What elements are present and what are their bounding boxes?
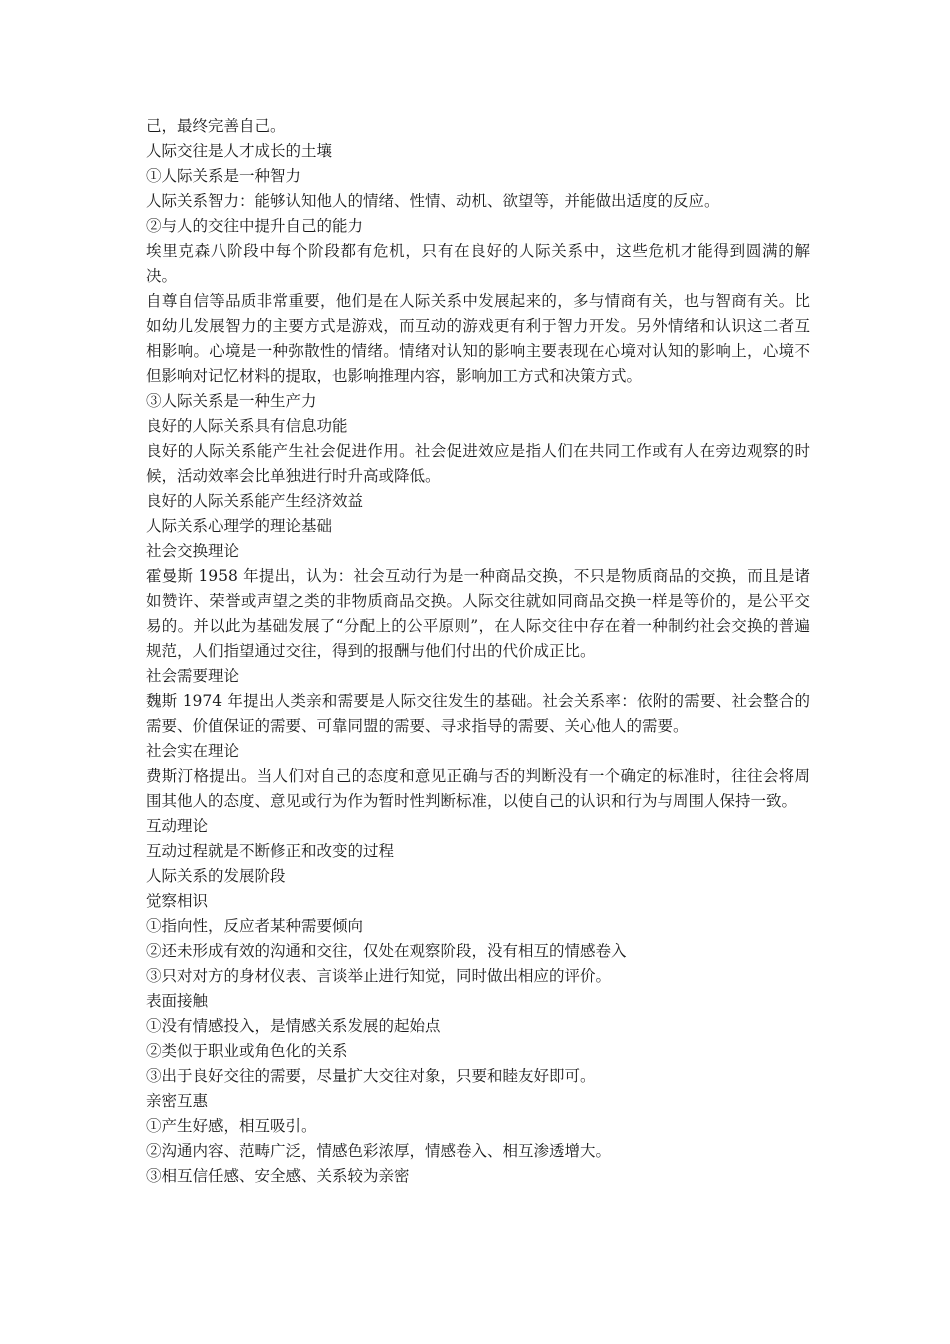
subsection-heading: 社会实在理论 <box>146 742 240 760</box>
list-item: ①没有情感投入，是情感关系发展的起始点 <box>146 1017 441 1035</box>
paragraph: 良好的人际关系能产生经济效益 <box>146 492 364 510</box>
paragraph: 自尊自信等品质非常重要，他们是在人际关系中发展起来的，多与情商有关，也与智商有关。比如幼儿发展智力的主要方式是游戏，而互动的游戏更有利于智力开发。另外情绪和认识这二者互相影响。心境是一种弥散性的情绪。情绪对认知的影响主要表现在心境对认知的影响上，心境不但影响对记忆材料的提取，也影响推理内容，影响加工方式和决策方式。 <box>146 292 810 385</box>
list-item: ③相互信任感、安全感、关系较为亲密 <box>146 1167 410 1185</box>
paragraph: 人际关系智力：能够认知他人的情绪、性情、动机、欲望等，并能做出适度的反应。 <box>146 192 720 210</box>
paragraph: 互动过程就是不断修正和改变的过程 <box>146 842 395 860</box>
paragraph: 良好的人际关系具有信息功能 <box>146 417 348 435</box>
section-heading: 人际关系心理学的理论基础 <box>146 517 333 535</box>
list-item: ②沟通内容、范畴广泛，情感色彩浓厚，情感卷入、相互渗透增大。 <box>146 1142 612 1160</box>
subsection-heading: 觉察相识 <box>146 892 209 910</box>
paragraph: 魏斯 1974 年提出人类亲和需要是人际交往发生的基础。社会关系率：依附的需要、社会整合的需要、价值保证的需要、可靠同盟的需要、寻求指导的需要、关心他人的需要。 <box>146 692 810 735</box>
section-heading: 人际交往是人才成长的土壤 <box>146 142 333 160</box>
paragraph: 霍曼斯 1958 年提出，认为：社会互动行为是一种商品交换，不只是物质商品的交换，而且是诸如赞许、荣誉或声望之类的非物质商品交换。人际交往就如同商品交换一样是等价的，是公平交易的。并以此为基础发展了“分配上的公平原则”，在人际交往中存在着一种制约社会交换的普遍规范，人们指望通过交往，得到的报酬与他们付出的代价成正比。 <box>146 567 810 660</box>
paragraph: 己，最终完善自己。 <box>146 117 286 135</box>
list-item: ②类似于职业或角色化的关系 <box>146 1042 348 1060</box>
subsection-heading: 互动理论 <box>146 817 209 835</box>
subsection-heading: ②与人的交往中提升自己的能力 <box>146 217 364 235</box>
list-item: ①产生好感，相互吸引。 <box>146 1117 317 1135</box>
paragraph: 费斯汀格提出。当人们对自己的态度和意见正确与否的判断没有一个确定的标准时，往往会将周围其他人的态度、意见或行为作为暂时性判断标准，以使自己的认识和行为与周围人保持一致。 <box>146 767 810 810</box>
list-item: ③只对对方的身材仪表、言谈举止进行知觉，同时做出相应的评价。 <box>146 967 612 985</box>
subsection-heading: 表面接触 <box>146 992 209 1010</box>
list-item: ③出于良好交往的需要，尽量扩大交往对象，只要和睦友好即可。 <box>146 1067 596 1085</box>
subsection-heading: 亲密互惠 <box>146 1092 209 1110</box>
subsection-heading: 社会交换理论 <box>146 542 240 560</box>
subsection-heading: ③人际关系是一种生产力 <box>146 392 317 410</box>
paragraph: 良好的人际关系能产生社会促进作用。社会促进效应是指人们在共同工作或有人在旁边观察的时候，活动效率会比单独进行时升高或降低。 <box>146 442 810 485</box>
document-page <box>146 114 810 1189</box>
section-heading: 人际关系的发展阶段 <box>146 867 286 885</box>
paragraph: 埃里克森八阶段中每个阶段都有危机，只有在良好的人际关系中，这些危机才能得到圆满的解决。 <box>146 242 810 285</box>
subsection-heading: 社会需要理论 <box>146 667 240 685</box>
list-item: ②还未形成有效的沟通和交往，仅处在观察阶段，没有相互的情感卷入 <box>146 942 627 960</box>
list-item: ①指向性，反应者某种需要倾向 <box>146 917 364 935</box>
subsection-heading: ①人际关系是一种智力 <box>146 167 302 185</box>
